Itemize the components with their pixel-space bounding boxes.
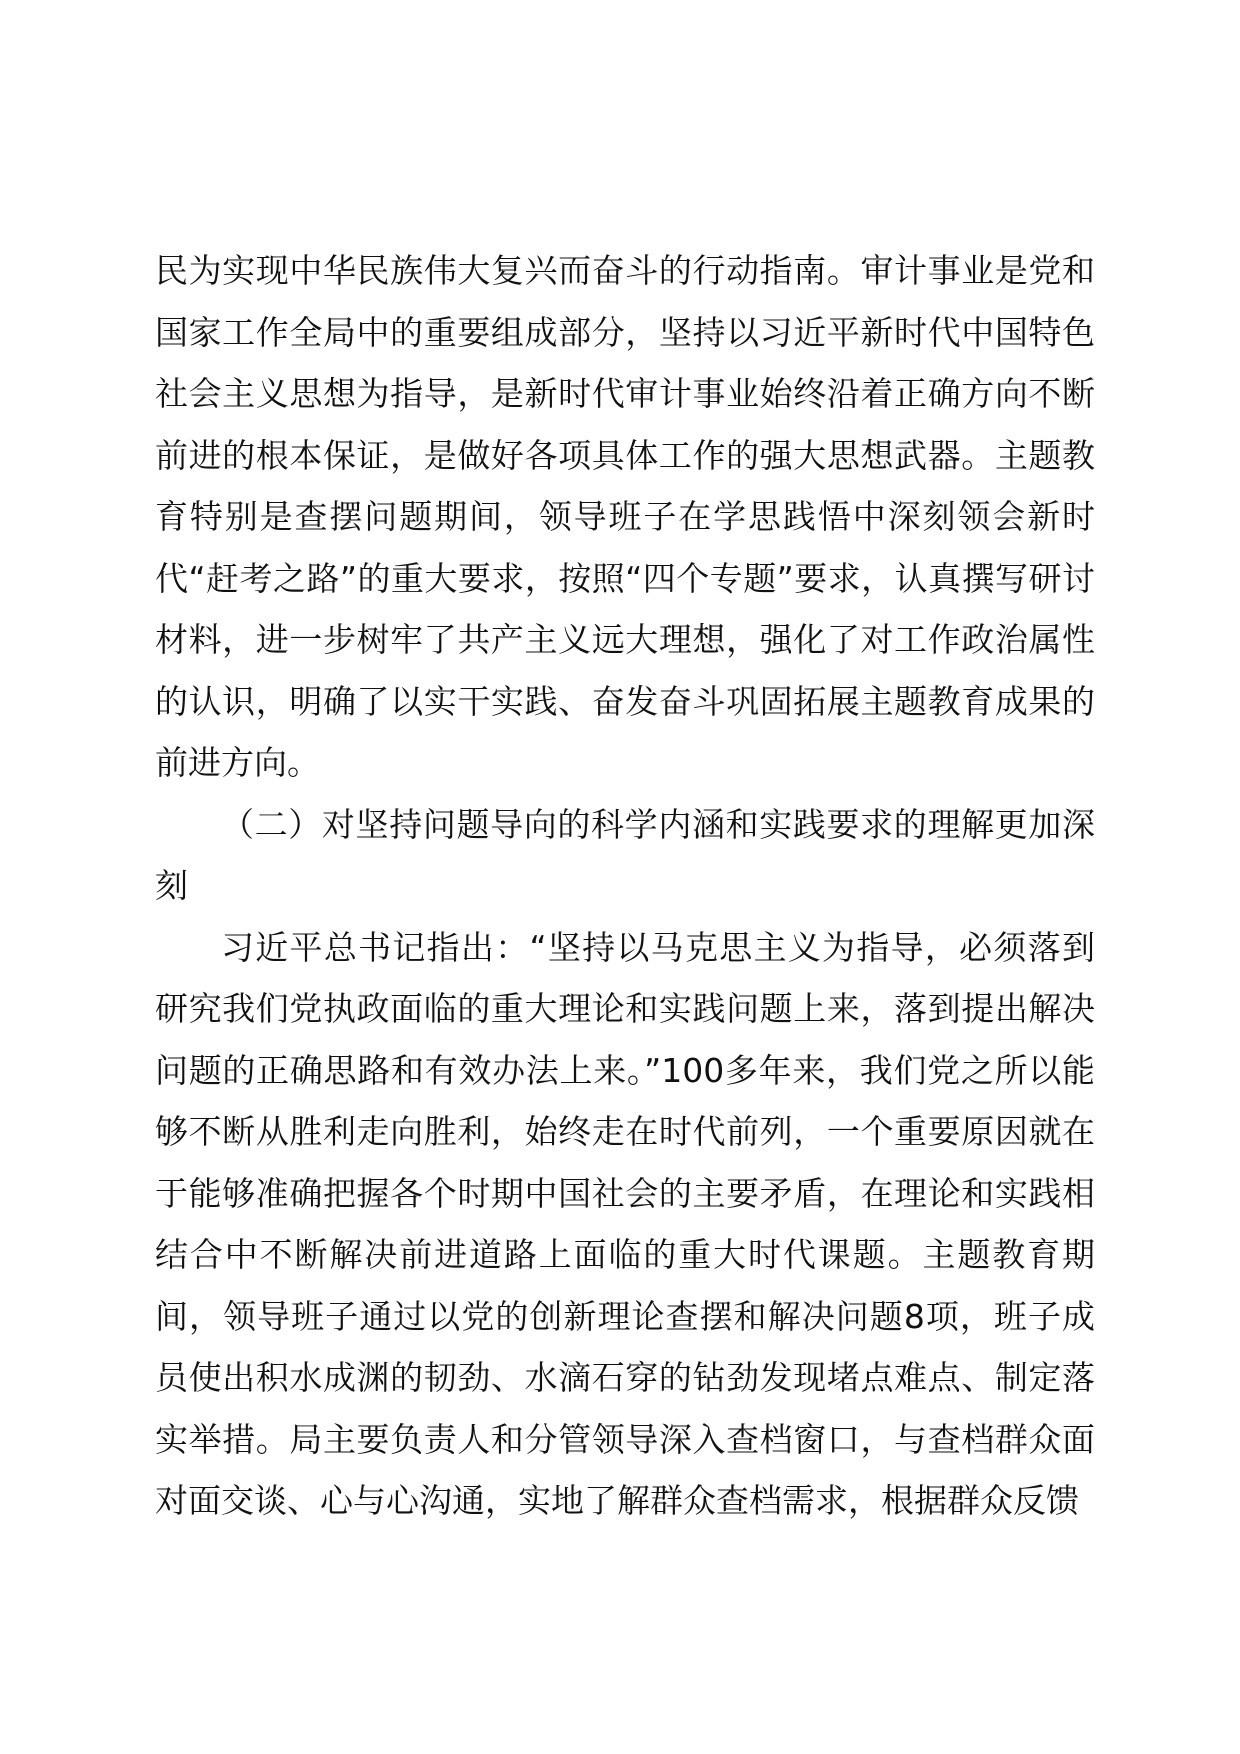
document-body (155, 240, 1095, 1532)
paragraph-quote: 习近平总书记指出：“坚持以马克思主义为指导，必须落到研究我们党执政面临的重大理论和实践问题上来，落到提出解决问题的正确思路和有效办法上来。”100多年来，我们党之所以能够不断从胜利走向胜利，始终走在时代前列，一个重要原因就在于能够准确把握各个时期中国社会的主要矛盾，在理论和实践相结合中不断解决前进道路上面临的重大时代课题。主题教育期间，领导班子通过以党的创新理论查摆和解决问题8项，班子成员使出积水成渊的韧劲、水滴石穿的钻劲发现堵点难点、制定落实举措。局主要负责人和分管领导深入查档窗口，与查档群众面对面交谈、心与心沟通，实地了解群众查档需求，根据群众反馈 (155, 927, 1095, 1520)
section-heading-2: （二）对坚持问题导向的科学内涵和实践要求的理解更加深刻 (155, 804, 1095, 905)
paragraph-continuation: 民为实现中华民族伟大复兴而奋斗的行动指南。审计事业是党和国家工作全局中的重要组成部分，坚持以习近平新时代中国特色社会主义思想为指导，是新时代审计事业始终沿着正确方向不断前进的根本保证，是做好各项具体工作的强大思想武器。主题教育特别是查摆问题期间，领导班子在学思践悟中深刻领会新时代“赶考之路”的重大要求，按照“四个专题”要求，认真撰写研讨材料，进一步树牢了共产主义远大理想，强化了对工作政治属性的认识，明确了以实干实践、奋发奋斗巩固拓展主题教育成果的前进方向。 (155, 251, 1095, 782)
